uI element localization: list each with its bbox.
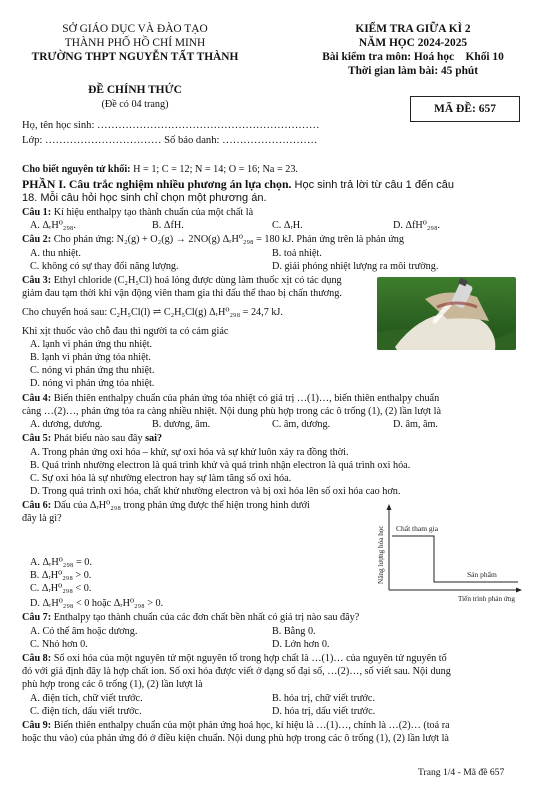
q5-number: Câu 5:: [22, 433, 52, 444]
q6-option-a[interactable]: A. ΔᵣH⁰₂₉₈ = 0.: [30, 557, 92, 568]
question-2: [22, 234, 404, 246]
energy-level-line: [392, 536, 518, 582]
q7-option-d[interactable]: D. Lớn hơn 0.: [272, 639, 330, 650]
q7-number: Câu 7:: [22, 612, 52, 623]
q8-option-c[interactable]: C. điện tích, dấu viết trước.: [30, 706, 142, 717]
question-6: [22, 500, 310, 512]
student-class-line: Lớp: …………………………… Số báo danh: ………………………: [22, 135, 318, 146]
q2-option-c[interactable]: C. không có sự thay đổi năng lượng.: [30, 261, 179, 272]
q7-option-b[interactable]: B. Bằng 0.: [272, 626, 316, 637]
school-year: NĂM HỌC 2024-2025: [358, 37, 468, 49]
question-1: [22, 207, 253, 219]
q6-option-b[interactable]: B. ΔᵣH⁰₂₉₈ > 0.: [30, 570, 92, 581]
city-name: THÀNH PHỐ HỒ CHÍ MINH: [64, 37, 206, 49]
q4-line2: càng …(2)…, phản ứng tỏa ra càng nhiều nhiệt. Nội dung phù hợp trong các ô trống (1), (2) lần lượt là: [22, 406, 442, 417]
q4-line1: Biến thiên enthalpy chuẩn của phản ứng tỏa nhiệt có giá trị …(1)…, biến thiên enthalpy chuẩn: [51, 393, 440, 404]
exam-code-box: [410, 96, 520, 122]
part1-instr1: Học sinh trả lời từ câu 1 đến câu: [291, 179, 454, 191]
atomic-masses-label: Cho biết nguyên tử khối:: [22, 164, 131, 175]
y-axis-label: Năng lượng hóa học: [377, 525, 385, 584]
atomic-masses: [22, 164, 298, 176]
q6-option-d[interactable]: D. ΔᵣH⁰₂₉₈ < 0 hoặc ΔᵣH⁰₂₉₈ > 0.: [30, 598, 164, 609]
q7-option-c[interactable]: C. Nhỏ hơn 0.: [30, 639, 88, 650]
spray-injury-illustration: [377, 277, 516, 350]
q5-emphasis: sai?: [145, 433, 163, 444]
q3-option-c[interactable]: C. nóng vì phản ứng thu nhiệt.: [30, 365, 155, 376]
q3-option-a[interactable]: A. lạnh vì phản ứng thu nhiệt.: [30, 339, 153, 350]
q4-option-c[interactable]: C. âm, dương.: [272, 419, 331, 430]
q1-option-d[interactable]: D. ΔfH⁰₂₉₈.: [393, 220, 441, 231]
question-5: [22, 433, 162, 445]
student-name-line: Họ, tên học sinh: ………………………………………………………: [22, 120, 320, 131]
question-3: [22, 275, 342, 287]
time-line: Thời gian làm bài: 45 phút: [347, 65, 479, 77]
q5-option-a[interactable]: A. Trong phản ứng oxi hóa – khử, sự oxi hóa và sự khử luôn xảy ra đồng thời.: [30, 447, 349, 458]
part1-instr2: 18. Mỗi câu hỏi học sinh chỉ chọn một phương án.: [22, 192, 267, 204]
x-axis-label: Tiến trình phản ứng: [458, 595, 515, 603]
q5-option-b[interactable]: B. Quá trình nhường electron là quá trình khử và quá trình nhận electron là quá trình oxi hóa.: [30, 460, 411, 471]
official-label: ĐỀ CHÍNH THỨC: [88, 84, 182, 96]
exam-code: MÃ ĐỀ: 657: [434, 103, 496, 115]
q3-option-b[interactable]: B. lạnh vì phản ứng tỏa nhiệt.: [30, 352, 151, 363]
product-label: Sản phẩm: [467, 570, 497, 579]
q3-line3: Cho chuyển hoá sau: C₂H₅Cl(l) ⇌ C₂H₅Cl(g) ΔᵣH⁰₂₉₈ = 24,7 kJ.: [22, 307, 283, 318]
q4-number: Câu 4:: [22, 393, 52, 404]
q3-option-d[interactable]: D. nóng vì phản ứng tỏa nhiệt.: [30, 378, 155, 389]
q6-line2: đây là gì?: [22, 513, 62, 524]
q8-line2: đó với giả định đây là hợp chất ion. Số oxi hóa được viết ở dạng số đại số, …(2)…, số viết sau. Nội dung: [22, 666, 451, 677]
q1-text: Kí hiệu enthalpy tạo thành chuẩn của một chất là: [51, 207, 254, 218]
q2-number: Câu 2:: [22, 234, 52, 245]
q5-text: Phát biểu nào sau đây: [51, 433, 146, 444]
page-footer: Trang 1/4 - Mã đề 657: [418, 767, 505, 778]
q6-option-c[interactable]: C. ΔᵣH⁰₂₉₈ < 0.: [30, 583, 92, 594]
q2-option-d[interactable]: D. giải phóng nhiệt lượng ra môi trường.: [272, 261, 439, 272]
q9-number: Câu 9:: [22, 720, 52, 731]
q8-option-a[interactable]: A. điện tích, chữ viết trước.: [30, 693, 143, 704]
q8-option-d[interactable]: D. hóa trị, dấu viết trước.: [272, 706, 376, 717]
exam-title: KIỂM TRA GIỮA KÌ 2: [355, 23, 471, 35]
atomic-masses-values: H = 1; C = 12; N = 14; O = 16; Na = 23.: [130, 164, 298, 175]
q5-option-c[interactable]: C. Sự oxi hóa là sự nhường electron hay sự làm tăng số oxi hóa.: [30, 473, 292, 484]
q5-option-d[interactable]: D. Trong quá trình oxi hóa, chất khử nhường electron và bị oxi hóa lên số oxi hóa cao hơn.: [30, 486, 401, 497]
q4-option-a[interactable]: A. dương, dương.: [30, 419, 103, 430]
diagram-y-arrow: [387, 504, 392, 510]
school-name: TRƯỜNG THPT NGUYỄN TẤT THÀNH: [31, 51, 239, 63]
q1-option-a[interactable]: A. ΔᵣH⁰₂₉₈.: [30, 220, 76, 231]
q6-number: Câu 6:: [22, 500, 52, 511]
q2-option-b[interactable]: B. toả nhiệt.: [272, 248, 322, 259]
question-4: [22, 393, 439, 405]
reactant-label: Chất tham gia: [396, 524, 439, 533]
q6-line1: Dấu của ΔᵣH⁰₂₉₈ trong phản ứng được thể hiện trong hình dưới: [51, 500, 310, 511]
q3-line1: Ethyl chloride (C₂H₅Cl) hoá lỏng được dùng làm thuốc xịt có tác dụng: [51, 275, 342, 286]
q3-line4: Khi xịt thuốc vào chỗ đau thì người ta có cảm giác: [22, 326, 229, 337]
q2-text: Cho phản ứng: N₂(g) + O₂(g) → 2NO(g) ΔᵣH⁰₂₉₈ = 180 kJ. Phản ứng trên là phản ứng: [51, 234, 404, 245]
diagram-x-arrow: [516, 588, 522, 593]
q1-number: Câu 1:: [22, 207, 52, 218]
q4-option-d[interactable]: D. âm, âm.: [393, 419, 438, 430]
q8-option-b[interactable]: B. hóa trị, chữ viết trước.: [272, 693, 375, 704]
q3-line2: giảm đau tạm thời khi vận động viên tham gia thi đấu thể thao bị chấn thương.: [22, 288, 342, 299]
q1-option-c[interactable]: C. ΔᵣH.: [272, 220, 303, 231]
question-9: [22, 720, 450, 732]
q2-option-a[interactable]: A. thu nhiệt.: [30, 248, 81, 259]
subject-line: Bài kiểm tra môn: Hoá học Khối 10: [322, 51, 504, 63]
part1-heading: [22, 177, 454, 192]
q7-option-a[interactable]: A. Có thể âm hoặc dương.: [30, 626, 138, 637]
q8-number: Câu 8:: [22, 653, 52, 664]
question-8: [22, 653, 447, 665]
energy-diagram: [372, 504, 522, 606]
q9-line2: hoặc thu vào) của phản ứng đó ở điều kiện chuẩn. Nội dung phù hợp trong các ô trống (1), (2) lần lượt là: [22, 733, 449, 744]
q1-option-b[interactable]: B. ΔfH.: [152, 220, 184, 231]
q9-line1: Biến thiên enthalpy chuẩn của một phản ứng hoá học, kí hiệu là …(1)…, chính là …(2)… (toả ra: [51, 720, 450, 731]
q7-text: Enthalpy tạo thành chuẩn của các đơn chất bền nhất có giá trị nào sau đây?: [51, 612, 360, 623]
pages-note: (Đề có 04 trang): [101, 99, 169, 110]
q8-line3: phù hợp trong các ô trống (1), (2) lần lượt là: [22, 679, 203, 690]
q4-option-b[interactable]: B. dương, âm.: [152, 419, 211, 430]
department-name: SỞ GIÁO DỤC VÀ ĐÀO TẠO: [62, 23, 208, 35]
q8-line1: Số oxi hóa của một nguyên tử một nguyên tố trong hợp chất là …(1)… của nguyên tử nguyên tố: [51, 653, 447, 664]
question-7: [22, 612, 359, 624]
q3-number: Câu 3:: [22, 275, 52, 286]
spray-injury-photo: [377, 277, 516, 350]
part1-title: PHẦN I. Câu trắc nghiệm nhiều phương án lựa chọn.: [22, 177, 292, 191]
